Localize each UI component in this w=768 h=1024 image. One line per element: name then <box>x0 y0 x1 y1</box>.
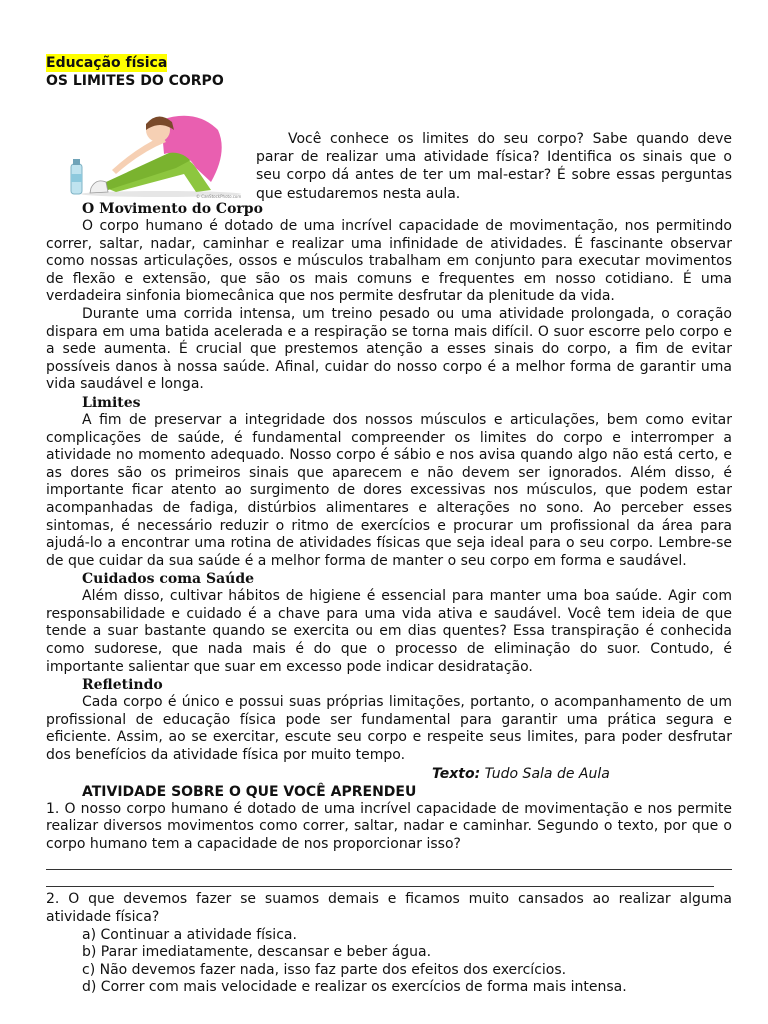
subject-label: Educação física <box>46 55 168 71</box>
option-d[interactable]: d) Correr com mais velocidade e realizar os exercícios de forma mais intensa. <box>82 979 627 996</box>
stretching-woman-illustration <box>46 90 251 200</box>
paragraph: A fim de preservar a integridade dos nossos músculos e articulações, bem como evitar complicações de saúde, é fundamental compreender os limites do corpo e interromper a atividade no momento adequado. Nosso corpo é sábio e nos avisa quando algo não está certo, e as dores são os primeiros sinais que aparecem e não devem ser ignorados. Além disso, é importante ficar atento ao surgimento de dores excessivas nos músculos, que podem estar acompanhadas de fadiga, distúrbios alimentares e alterações no sono. Ao perceber esses sintomas, é necessário reduzir o ritmo de exercícios e procurar um profissional da área para ajudá-lo a encontrar uma rotina de atividades físicas que seja ideal para o seu corpo. Lembre-se de que cuidar da sua saúde é a melhor forma de manter o seu corpo em forma e saudável. <box>46 411 732 569</box>
answer-line[interactable] <box>46 853 732 870</box>
question-2: 2. O que devemos fazer se suamos demais e ficamos muito cansados ao realizar alguma atividade física? <box>46 891 732 925</box>
section-heading: Cuidados coma Saúde <box>82 571 255 588</box>
section-limites <box>46 394 732 570</box>
section-refletindo <box>46 676 732 764</box>
answer-line[interactable] <box>46 870 714 887</box>
page-title: OS LIMITES DO CORPO <box>46 73 224 89</box>
section-heading: Limites <box>82 394 141 411</box>
paragraph: Durante uma corrida intensa, um treino pesado ou uma atividade prolongada, o coração dispara em uma batida acelerada e a respiração se torna mais difícil. O suor escorre pelo corpo e a sede aumenta. É crucial que prestemos atenção a esses sinais do corpo, a fim de evitar possíveis danos à nossa saúde. Afinal, cuidar do nosso corpo é a melhor forma de garantir uma vida saudável e longa. <box>46 305 732 393</box>
option-c[interactable]: c) Não devemos fazer nada, isso faz parte dos efeitos dos exercícios. <box>82 961 567 978</box>
paragraph: Cada corpo é único e possui suas próprias limitações, portanto, o acompanhamento de um profissional de educação física pode ser fundamental para garantir uma prática segura e eficiente. Assim, ao se exercitar, escute seu corpo e respeite seus limites, para poder desfrutar dos benefícios da atividade física por muito tempo. <box>46 694 732 764</box>
section-heading: Refletindo <box>82 677 163 694</box>
section-heading: O Movimento do Corpo <box>82 201 263 217</box>
source-label: Texto: <box>432 765 481 782</box>
source-credit <box>46 765 732 784</box>
watermark-text: © CanStockPhoto.com <box>196 194 242 199</box>
intro-block <box>46 90 732 200</box>
source-value: Tudo Sala de Aula <box>484 765 610 782</box>
paragraph: Além disso, cultivar hábitos de higiene é essencial para manter uma boa saúde. Agir com responsabilidade e cuidado é a chave para uma vida ativa e saudável. Você tem ideia de que tende a suar bastante quando se exercita ou em dias quentes? Essa transpiração é conhecida como sudorese, que nada mais é do que o processo de eliminação do suor. Contudo, é importante salientar que suar em excesso pode indicar desidratação. <box>46 588 732 675</box>
intro-paragraph: Você conhece os limites do seu corpo? Sabe quando deve parar de realizar uma atividade física? Identifica os sinais que o seu corpo dá antes de ter um mal-estar? É sobre essas perguntas que estudaremos nesta aula. <box>256 131 732 202</box>
option-a[interactable]: a) Continuar a atividade física. <box>82 926 297 943</box>
option-b[interactable]: b) Parar imediatamente, descansar e beber água. <box>82 944 432 961</box>
paragraph: O corpo humano é dotado de uma incrível capacidade de movimentação, nos permitindo correr, saltar, nadar, caminhar e realizar uma infinidade de atividades. É fascinante observar como nossas articulações, ossos e músculos trabalham em conjunto para executar movimentos de flexão e extensão, que são os mais comuns e frequentes em nosso cotidiano. É uma verdadeira sinfonia biomecânica que nos permite desfrutar da plenitude da vida. <box>46 218 732 305</box>
question-1: 1. O nosso corpo humano é dotado de uma incrível capacidade de movimentação e nos permite realizar diversos movimentos como correr, saltar, nadar e caminhar. Segundo o texto, por que o corpo humano tem a capacidade de nos proporcionar isso? <box>46 800 732 852</box>
activity-title: ATIVIDADE SOBRE O QUE VOCÊ APRENDEU <box>82 783 417 800</box>
worksheet-page <box>46 52 732 997</box>
section-movimento <box>46 200 732 394</box>
water-bottle-icon <box>71 159 82 194</box>
section-cuidados <box>46 570 732 676</box>
